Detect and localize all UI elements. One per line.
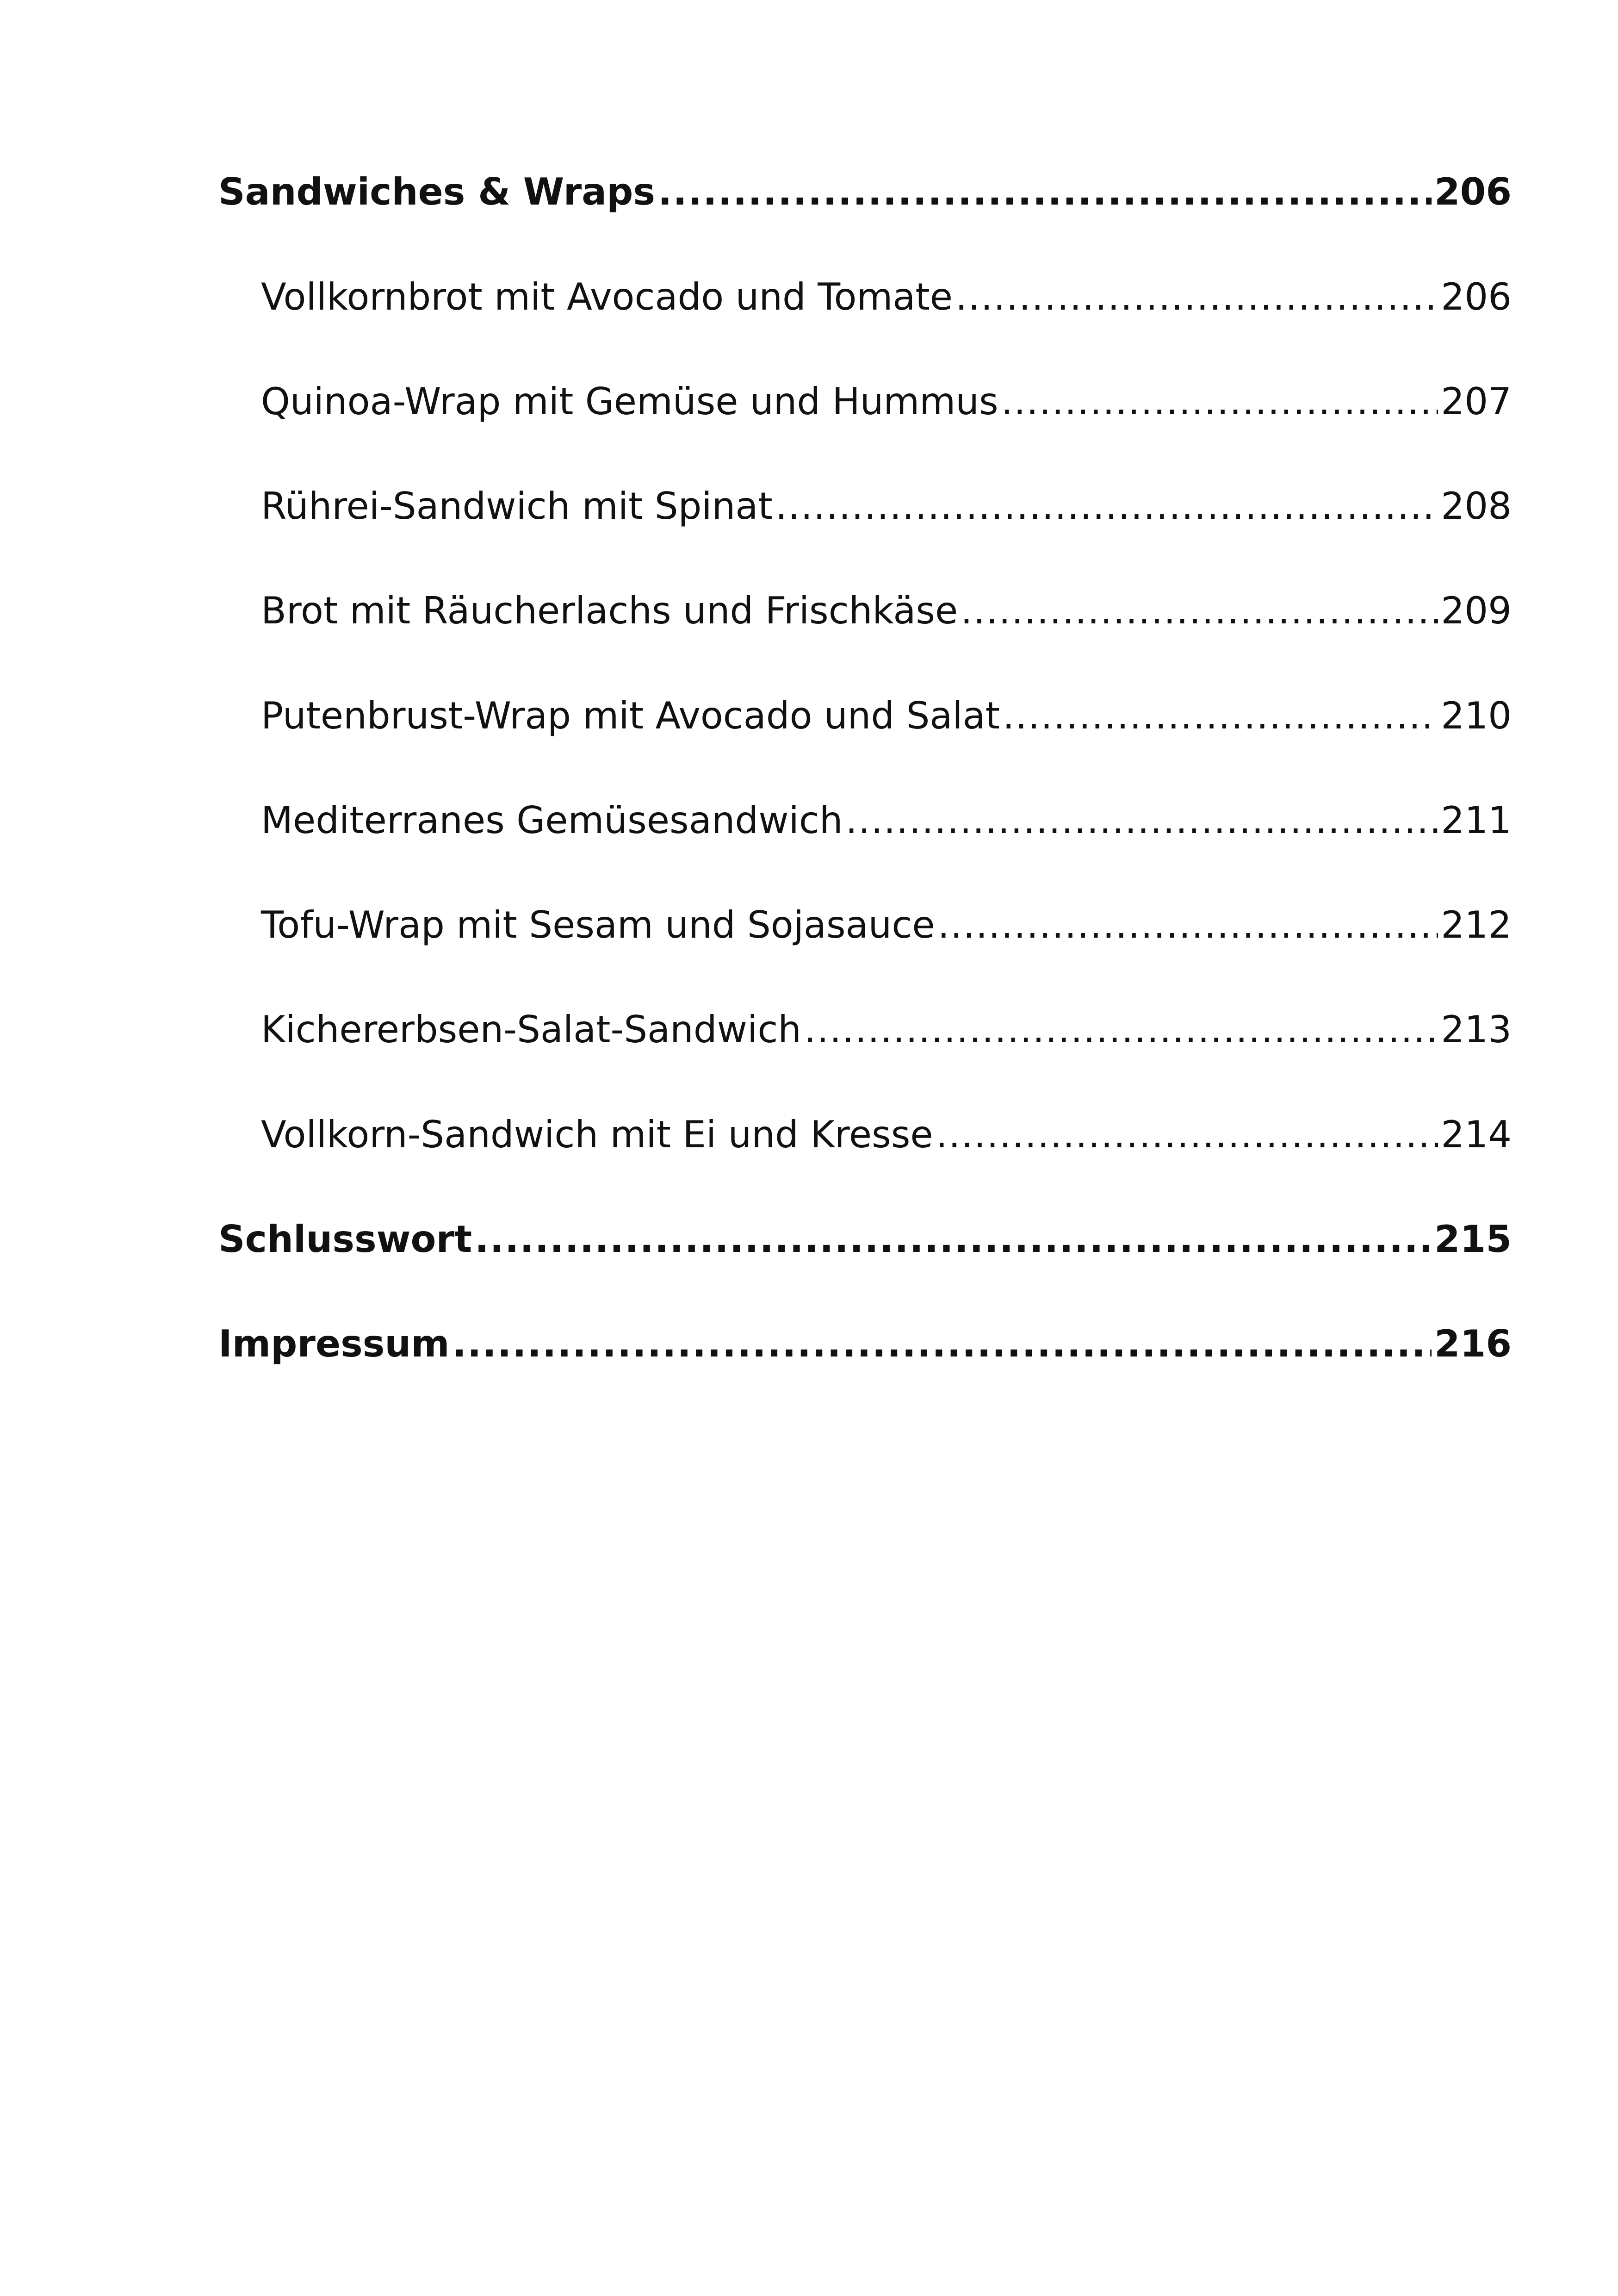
- toc-entry-page: 211: [1441, 799, 1512, 842]
- toc-entry-title: Vollkorn-Sandwich mit Ei und Kresse: [261, 1113, 933, 1156]
- dot-leader: [1003, 688, 1438, 744]
- toc-entry-vollkornbrot-avocado[interactable]: [218, 269, 1512, 325]
- dot-leader: [475, 1212, 1432, 1267]
- toc-entry-title: Quinoa-Wrap mit Gemüse und Hummus: [261, 380, 998, 423]
- dot-leader: [936, 1107, 1438, 1163]
- dot-leader: [955, 269, 1438, 325]
- toc-entry-mediterranes-gemuesesandwich[interactable]: [218, 793, 1512, 848]
- toc-entry-impressum[interactable]: [218, 1316, 1512, 1372]
- toc-entry-title: Vollkornbrot mit Avocado und Tomate: [261, 275, 953, 318]
- toc-entry-page: 213: [1441, 1008, 1512, 1051]
- toc-entry-page: 214: [1441, 1113, 1512, 1156]
- toc-entry-tofu-wrap[interactable]: [218, 897, 1512, 953]
- toc-entry-page: 206: [1434, 170, 1512, 213]
- toc-entry-page: 212: [1441, 903, 1512, 946]
- dot-leader: [775, 479, 1438, 534]
- dot-leader: [804, 1002, 1438, 1058]
- toc-entry-title: Mediterranes Gemüsesandwich: [261, 799, 843, 842]
- toc-entry-title: Rührei-Sandwich mit Spinat: [261, 485, 773, 528]
- toc-entry-title: Sandwiches & Wraps: [218, 170, 656, 213]
- dot-leader: [938, 897, 1438, 953]
- toc-entry-vollkorn-sandwich-ei[interactable]: [218, 1107, 1512, 1163]
- toc-entry-kichererbsen-salat-sandwich[interactable]: [218, 1002, 1512, 1058]
- toc-entry-title: Brot mit Räucherlachs und Frischkäse: [261, 589, 958, 632]
- toc-entry-page: 216: [1434, 1322, 1512, 1365]
- toc-entry-title: Kichererbsen-Salat-Sandwich: [261, 1008, 802, 1051]
- toc-entry-page: 206: [1441, 275, 1512, 318]
- toc-entry-ruehrei-sandwich[interactable]: [218, 479, 1512, 534]
- dot-leader: [961, 583, 1438, 639]
- dot-leader: [453, 1316, 1432, 1372]
- toc-entry-page: 210: [1441, 694, 1512, 737]
- toc-entry-schlusswort[interactable]: [218, 1212, 1512, 1267]
- toc-entry-title: Putenbrust-Wrap mit Avocado und Salat: [261, 694, 1000, 737]
- toc-entry-putenbrust-wrap[interactable]: [218, 688, 1512, 744]
- toc-entry-title: Tofu-Wrap mit Sesam und Sojasauce: [261, 903, 935, 946]
- toc-entry-quinoa-wrap[interactable]: [218, 374, 1512, 429]
- toc-entry-page: 215: [1434, 1218, 1512, 1261]
- toc-entry-title: Impressum: [218, 1322, 450, 1365]
- toc-entry-brot-raeucherlachs[interactable]: [218, 583, 1512, 639]
- toc-entry-page: 207: [1441, 380, 1512, 423]
- toc-entry-page: 209: [1441, 589, 1512, 632]
- dot-leader: [658, 164, 1432, 220]
- toc-entry-title: Schlusswort: [218, 1218, 472, 1261]
- dot-leader: [1001, 374, 1438, 429]
- dot-leader: [846, 793, 1438, 848]
- toc-entry-sandwiches-wraps[interactable]: [218, 164, 1512, 220]
- toc-entry-page: 208: [1441, 485, 1512, 528]
